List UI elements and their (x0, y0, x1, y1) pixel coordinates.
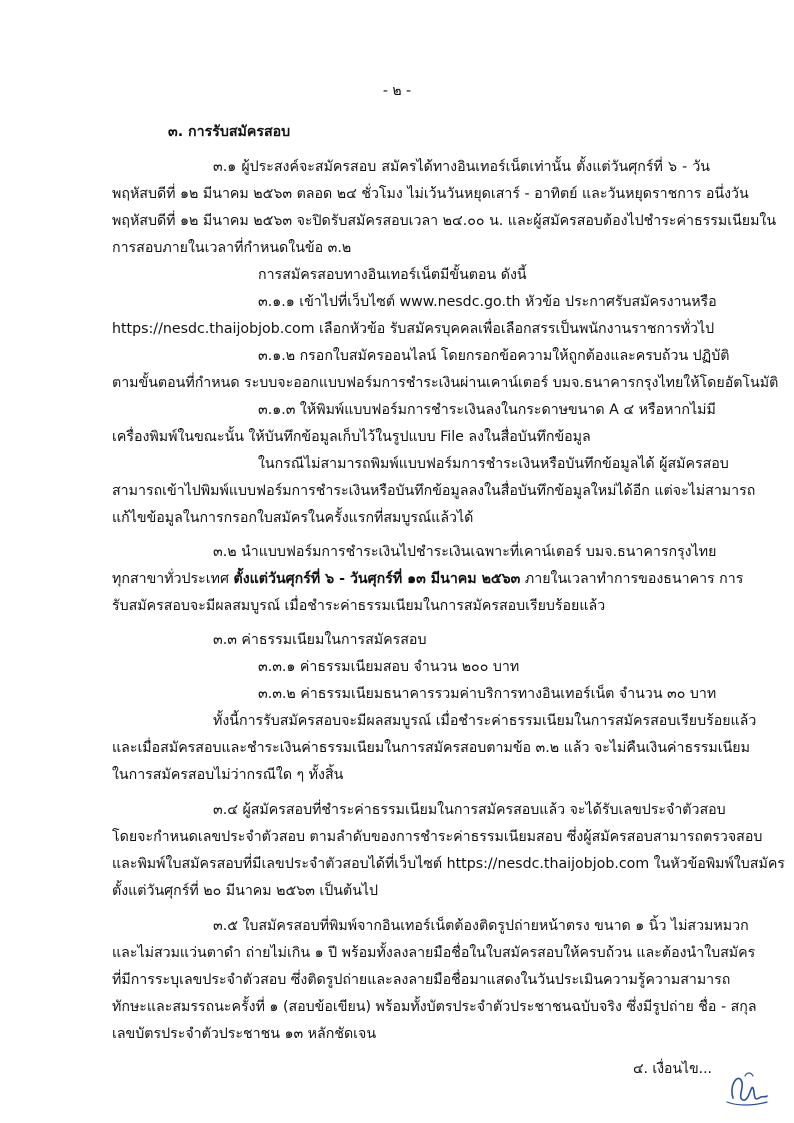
paragraph-line: การสอบภายในเวลาที่กำหนดในข้อ ๓.๒ (112, 240, 352, 256)
paragraph-line: ทั้งนี้การรับสมัครสอบจะมีผลสมบูรณ์ เมื่อชำระค่าธรรมเนียมในการสมัครสอบเรียบร้อยแล้ว (213, 713, 757, 729)
paragraph-line: ๓.๒ นำแบบฟอร์มการชำระเงินไปชำระเงินเฉพาะที่เคาน์เตอร์ บมจ.ธนาคารกรุงไทย (213, 544, 717, 560)
paragraph-line: ตามขั้นตอนที่กำหนด ระบบจะออกแบบฟอร์มการชำระเงินผ่านเคาน์เตอร์ บมจ.ธนาคารกรุงไทยให้โดยอัตโนมัติ (112, 375, 779, 391)
paragraph-line: ๓.๓.๒ ค่าธรรมเนียมธนาคารรวมค่าบริการทางอินเทอร์เน็ต จำนวน ๓๐ บาท (258, 686, 717, 702)
paragraph-line: https://nesdc.thaijobjob.com เลือกหัวข้อ รับสมัครบุคคลเพื่อเลือกสรรเป็นพนักงานราชการทั่วไป (112, 321, 715, 337)
paragraph-line: ๓.๔ ผู้สมัครสอบที่ชำระค่าธรรมเนียมในการสมัครสอบแล้ว จะได้รับเลขประจำตัวสอบ (213, 802, 726, 818)
paragraph-text: ทุกสาขาทั่วประเทศ (112, 571, 234, 587)
next-page-continuation: ๔. เงื่อนไข... (632, 1061, 712, 1077)
emphasized-dates: ตั้งแต่วันศุกร์ที่ ๖ - วันศุกร์ที่ ๑๓ มีนาคม ๒๕๖๓ (233, 571, 521, 587)
paragraph-line: และไม่สวมแว่นตาดำ ถ่ายไม่เกิน ๑ ปี พร้อมทั้งลงลายมือชื่อในใบสมัครสอบให้ครบถ้วน และต้องนำใบสมัคร (112, 945, 756, 961)
paragraph-line: ๓.๑.๒ กรอกใบสมัครออนไลน์ โดยกรอกข้อความให้ถูกต้องและครบถ้วน ปฏิบัติ (258, 348, 730, 364)
paragraph-line: ทักษะและสมรรถนะครั้งที่ ๑ (สอบข้อเขียน) พร้อมทั้งบัตรประจำตัวประชาชนฉบับจริง ซึ่งมีรูปถ่าย ชื่อ - สกุล (112, 999, 757, 1015)
section-heading: ๓. การรับสมัครสอบ (168, 124, 291, 140)
paragraph-line: และเมื่อสมัครสอบและชำระเงินค่าธรรมเนียมในการสมัครสอบตามข้อ ๓.๒ แล้ว จะไม่คืนเงินค่าธรรมเนียม (112, 740, 750, 756)
page-number: - ๒ - (382, 83, 412, 99)
paragraph-line: ๓.๑ ผู้ประสงค์จะสมัครสอบ สมัครได้ทางอินเทอร์เน็ตเท่านั้น ตั้งแต่วันศุกร์ที่ ๖ - วัน (213, 159, 710, 175)
paragraph-line: ตั้งแต่วันศุกร์ที่ ๒๐ มีนาคม ๒๕๖๓ เป็นต้นไป (112, 883, 379, 899)
paragraph-line: การสมัครสอบทางอินเทอร์เน็ตมีขั้นตอน ดังนี้ (258, 267, 527, 283)
paragraph-line: พฤหัสบดีที่ ๑๒ มีนาคม ๒๕๖๓ จะปิดรับสมัครสอบเวลา ๒๔.๐๐ น. และผู้สมัครสอบต้องไปชำระค่าธรรมเนียมใน (112, 213, 777, 229)
paragraph-line: และพิมพ์ใบสมัครสอบที่มีเลขประจำตัวสอบได้ที่เว็บไซต์ https://nesdc.thaijobjob.com ในหัวข้อพิมพ์ใบสมัคร (112, 856, 785, 872)
paragraph-line: ๓.๕ ใบสมัครสอบที่พิมพ์จากอินเทอร์เน็ตต้องติดรูปถ่ายหน้าตรง ขนาด ๑ นิ้ว ไม่สวมหมวก (213, 918, 749, 934)
paragraph-line: แก้ไขข้อมูลในการกรอกใบสมัครในครั้งแรกที่สมบูรณ์แล้วได้ (112, 510, 474, 526)
paragraph-line: รับสมัครสอบจะมีผลสมบูรณ์ เมื่อชำระค่าธรรมเนียมในการสมัครสอบเรียบร้อยแล้ว (112, 598, 606, 614)
paragraph-line: เครื่องพิมพ์ในขณะนั้น ให้บันทึกข้อมูลเก็บไว้ในรูปแบบ File ลงในสื่อบันทึกข้อมูล (112, 429, 591, 445)
paragraph-line: โดยจะกำหนดเลขประจำตัวสอบ ตามลำดับของการชำระค่าธรรมเนียมสอบ ซึ่งผู้สมัครสอบสามารถตรวจสอบ (112, 829, 763, 845)
paragraph-line: ๓.๓ ค่าธรรมเนียมในการสมัครสอบ (213, 632, 427, 648)
paragraph-line: สามารถเข้าไปพิมพ์แบบฟอร์มการชำระเงินหรือบันทึกข้อมูลลงในสื่อบันทึกข้อมูลใหม่ได้อีก แต่จะไม่สามารถ (112, 483, 756, 499)
paragraph-line: พฤหัสบดีที่ ๑๒ มีนาคม ๒๕๖๓ ตลอด ๒๔ ชั่วโมง ไม่เว้นวันหยุดเสาร์ - อาทิตย์ และวันหยุดราชการ อนึ่งวัน (112, 186, 749, 202)
paragraph-line: ๓.๑.๑ เข้าไปที่เว็บไซต์ www.nesdc.go.th หัวข้อ ประกาศรับสมัครงานหรือ (258, 294, 717, 310)
paragraph-text: ภายในเวลาทำการของธนาคาร การ (520, 571, 744, 587)
paragraph-line: ๓.๑.๓ ให้พิมพ์แบบฟอร์มการชำระเงินลงในกระดาษขนาด A ๔ หรือหากไม่มี (258, 402, 716, 418)
paragraph-line (112, 569, 743, 589)
paragraph-line: ในกรณีไม่สามารถพิมพ์แบบฟอร์มการชำระเงินหรือบันทึกข้อมูลได้ ผู้สมัครสอบ (258, 456, 729, 472)
paragraph-line: ในการสมัครสอบไม่ว่ากรณีใด ๆ ทั้งสิ้น (112, 767, 344, 783)
paragraph-line: ที่มีการระบุเลขประจำตัวสอบ ซึ่งติดรูปถ่ายและลงลายมือชื่อมาแสดงในวันประเมินความรู้ความสามารถ (112, 972, 731, 988)
paragraph-line: ๓.๓.๑ ค่าธรรมเนียมสอบ จำนวน ๒๐๐ บาท (258, 659, 520, 675)
paragraph-line: เลขบัตรประจำตัวประชาชน ๑๓ หลักชัดเจน (112, 1026, 377, 1042)
initials-signature (723, 1068, 769, 1108)
